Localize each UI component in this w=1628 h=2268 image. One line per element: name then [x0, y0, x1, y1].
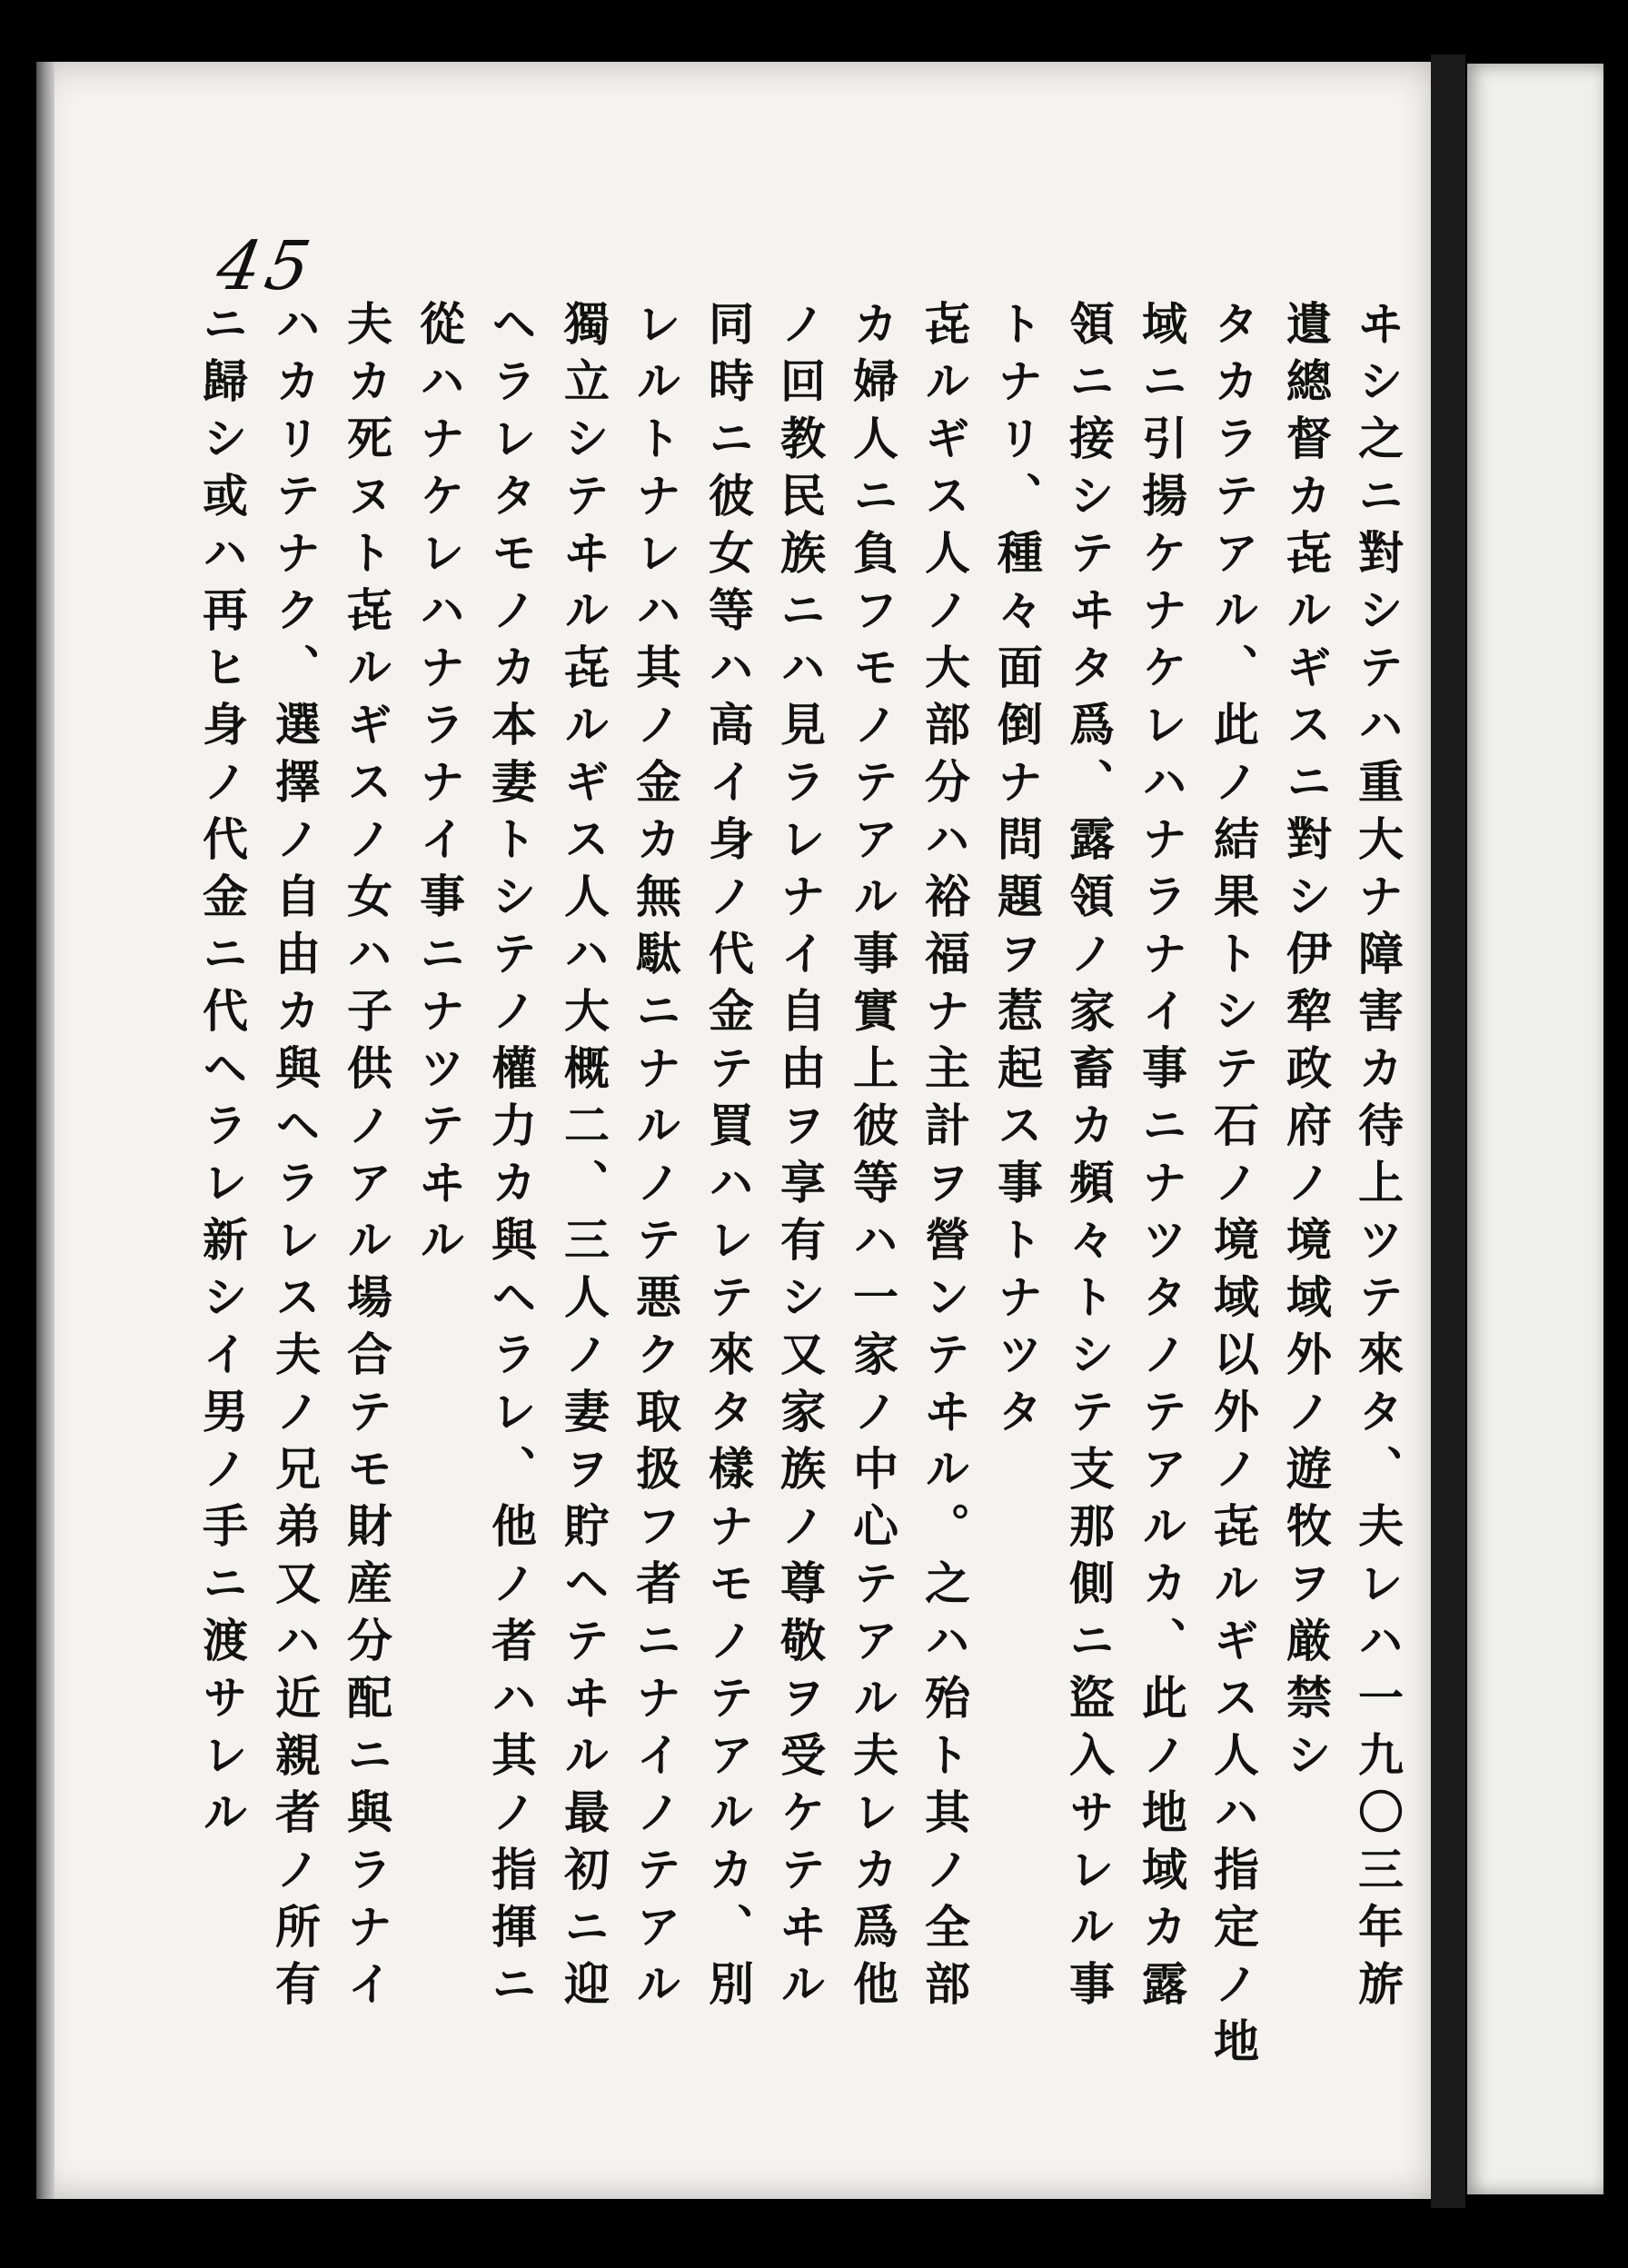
text-column: 遺總督カ㐂ルギスニ對シ伊犂政府ノ境域外ノ遊牧ヲ厳禁シ: [1279, 300, 1333, 1788]
book-binding: [1431, 55, 1465, 2208]
adjacent-page-edge: [1467, 64, 1603, 2194]
text-column: 領ニ接シテヰタ爲、露領ノ家畜カ頻々トシテ支那側ニ盜入サレル事: [1062, 300, 1116, 2017]
page-number: 45: [211, 227, 322, 305]
text-column: ニ歸シ或ハ再ヒ身ノ代金ニ代ヘラレ新シイ男ノ手ニ渡サレル: [195, 300, 249, 1845]
text-column: ハカリテナク、選擇ノ自由カ與ヘラレス夫ノ兄弟又ハ近親者ノ所有: [268, 300, 322, 2017]
text-column: ノ回教民族ニハ見ラレナイ自由ヲ享有シ又家族ノ尊敬ヲ受ケテヰル: [773, 300, 827, 2017]
text-column: トナリ、種々面倒ナ問題ヲ惹起ス事トナツタ: [990, 300, 1044, 1445]
text-column: 獨立シテヰル㐂ルギス人ハ大概二、三人ノ妻ヲ貯ヘテヰル最初ニ迎: [557, 300, 610, 2017]
text-column: 域ニ引揚ケナケレハナラナイ事ニナツタノテアルカ、此ノ地域カ露: [1135, 300, 1188, 2017]
page-edge: [36, 62, 55, 2199]
text-column: ヰシ之ニ對シテハ重大ナ障害カ待上ツテ來タ、夫レハ一九〇三年旂: [1351, 300, 1405, 2017]
text-column: 從ハナケレハナラナイ事ニナツテヰル: [412, 300, 466, 1273]
vertical-text-block: [195, 300, 1413, 2117]
text-column: レルトナレハ其ノ金カ無駄ニナルノテ悪ク取扱フ者ニナイノテアル: [629, 300, 682, 2017]
text-column: タカラテアル、此ノ結果トシテ石ノ境域以外ノ㐂ルギス人ハ指定ノ地: [1206, 300, 1260, 2074]
text-column: 夫カ死ヌト㐂ルギスノ女ハ子供ノアル場合テモ財産分配ニ與ラナイ: [340, 300, 393, 2017]
text-column: カ婦人ニ負フモノテアル事實上彼等ハ一家ノ中心テアル夫レカ爲他: [846, 300, 899, 2017]
text-column: 㐂ルギス人ノ大部分ハ裕福ナ主計ヲ營ンテヰル。之ハ殆ト其ノ全部: [918, 300, 971, 2017]
text-column: ヘラレタモノカ本妻トシテノ權力カ與ヘラレ、他ノ者ハ其ノ指揮ニ: [484, 300, 538, 2017]
text-column: 同時ニ彼女等ハ高イ身ノ代金テ買ハレテ來タ樣ナモノテアルカ、別: [701, 300, 755, 2017]
